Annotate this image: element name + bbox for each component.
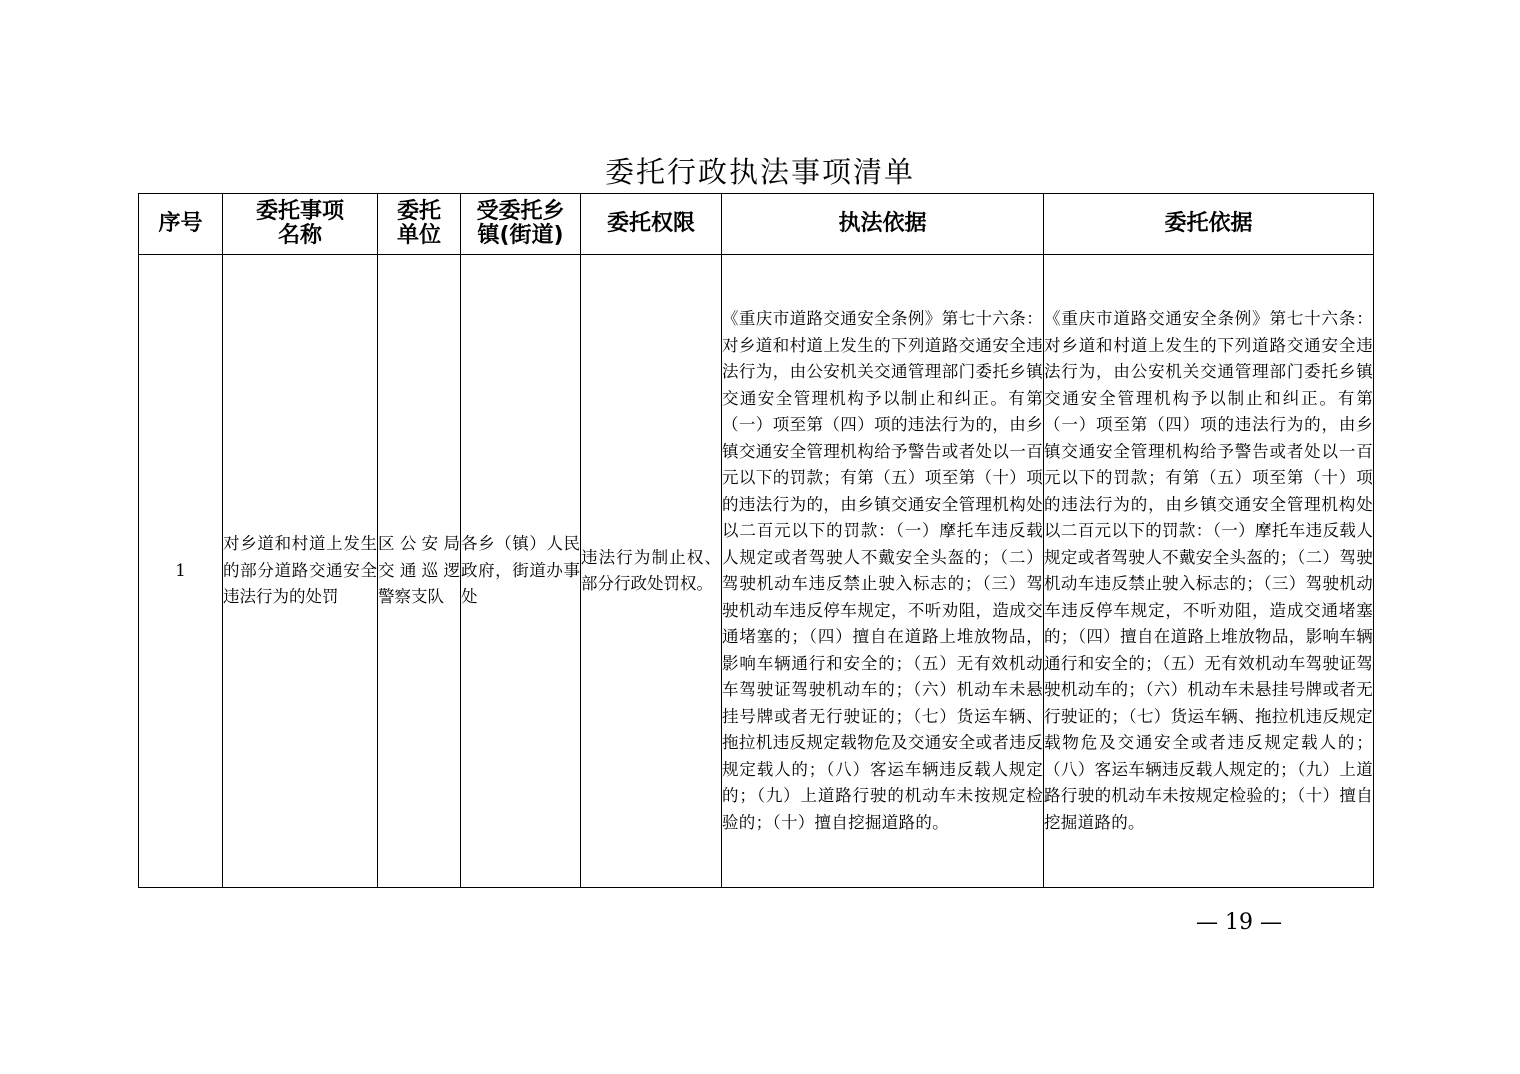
header-item-name-line1: 委托事项 — [255, 199, 344, 224]
page-number: — 19 — — [1196, 910, 1282, 935]
header-entrusted-authority: 委托权限 — [581, 194, 722, 255]
row-seq: 1 — [139, 255, 223, 888]
header-seq: 序号 — [139, 194, 223, 255]
header-entrusted-town-line2: 镇(街道) — [477, 223, 564, 248]
row-entrust-basis: 《重庆市道路交通安全条例》第七十六条：对乡道和村道上发生的下列道路交通安全违法行为，由公安机关交通管理部门委托乡镇交通安全管理机构予以制止和纠正。有第（一）项至第（四）项的违法行为的，由乡镇交通安全管理机构给予警告或者处以一百元以下的罚款；有第（五）项至第（十）项的违法行为的，由乡镇交通安全管理机构处以二百元以下的罚款：（一）摩托车违反载人规定或者驾驶人不戴安全头盔的；（二）驾驶机动车违反禁止驶入标志的；（三）驾驶机动车违反停车规定，不听劝阻，造成交通堵塞的；（四）擅自在道路上堆放物品，影响车辆通行和安全的；（五）无有效机动车驾驶证驾驶机动车的；（六）机动车未悬挂号牌或者无行驶证的；（七）货运车辆、拖拉机违反规定载物危及交通安全或者违反规定载人的；（八）客运车辆违反载人规定的；（九）上道路行驶的机动车未按规定检验的；（十）擅自挖掘道路的。 — [1044, 255, 1374, 888]
entrusted-items-table — [138, 193, 1374, 888]
row-entrusted-authority: 违法行为制止权、部分行政处罚权。 — [581, 255, 722, 888]
header-item-name — [223, 194, 378, 255]
header-law-basis: 执法依据 — [722, 194, 1044, 255]
header-entrusting-unit-line1: 委托 — [396, 199, 441, 224]
table-row — [139, 255, 1374, 888]
row-entrusting-unit: 区公安局交通巡逻警察支队 — [378, 255, 461, 888]
table-header-row — [139, 194, 1374, 255]
row-item-name: 对乡道和村道上发生的部分道路交通安全违法行为的处罚 — [223, 255, 378, 888]
header-entrusting-unit-line2: 单位 — [396, 223, 441, 248]
header-entrusted-town — [461, 194, 581, 255]
row-entrusted-town: 各乡（镇）人民政府，街道办事处 — [461, 255, 581, 888]
row-law-basis: 《重庆市道路交通安全条例》第七十六条：对乡道和村道上发生的下列道路交通安全违法行为，由公安机关交通管理部门委托乡镇交通安全管理机构予以制止和纠正。有第（一）项至第（四）项的违法行为的，由乡镇交通安全管理机构给予警告或者处以一百元以下的罚款；有第（五）项至第（十）项的违法行为的，由乡镇交通安全管理机构处以二百元以下的罚款：（一）摩托车违反载人规定或者驾驶人不戴安全头盔的；（二）驾驶机动车违反禁止驶入标志的；（三）驾驶机动车违反停车规定，不听劝阻，造成交通堵塞的；（四）擅自在道路上堆放物品，影响车辆通行和安全的；（五）无有效机动车驾驶证驾驶机动车的；（六）机动车未悬挂号牌或者无行驶证的；（七）货运车辆、拖拉机违反规定载物危及交通安全或者违反规定载人的；（八）客运车辆违反载人规定的；（九）上道路行驶的机动车未按规定检验的；（十）擅自挖掘道路的。 — [722, 255, 1044, 888]
page-title: 委托行政执法事项清单 — [604, 155, 915, 189]
header-entrusted-town-line1: 受委托乡 — [476, 199, 565, 224]
header-entrust-basis: 委托依据 — [1044, 194, 1374, 255]
header-entrusting-unit — [378, 194, 461, 255]
header-item-name-line2: 名称 — [277, 223, 322, 248]
